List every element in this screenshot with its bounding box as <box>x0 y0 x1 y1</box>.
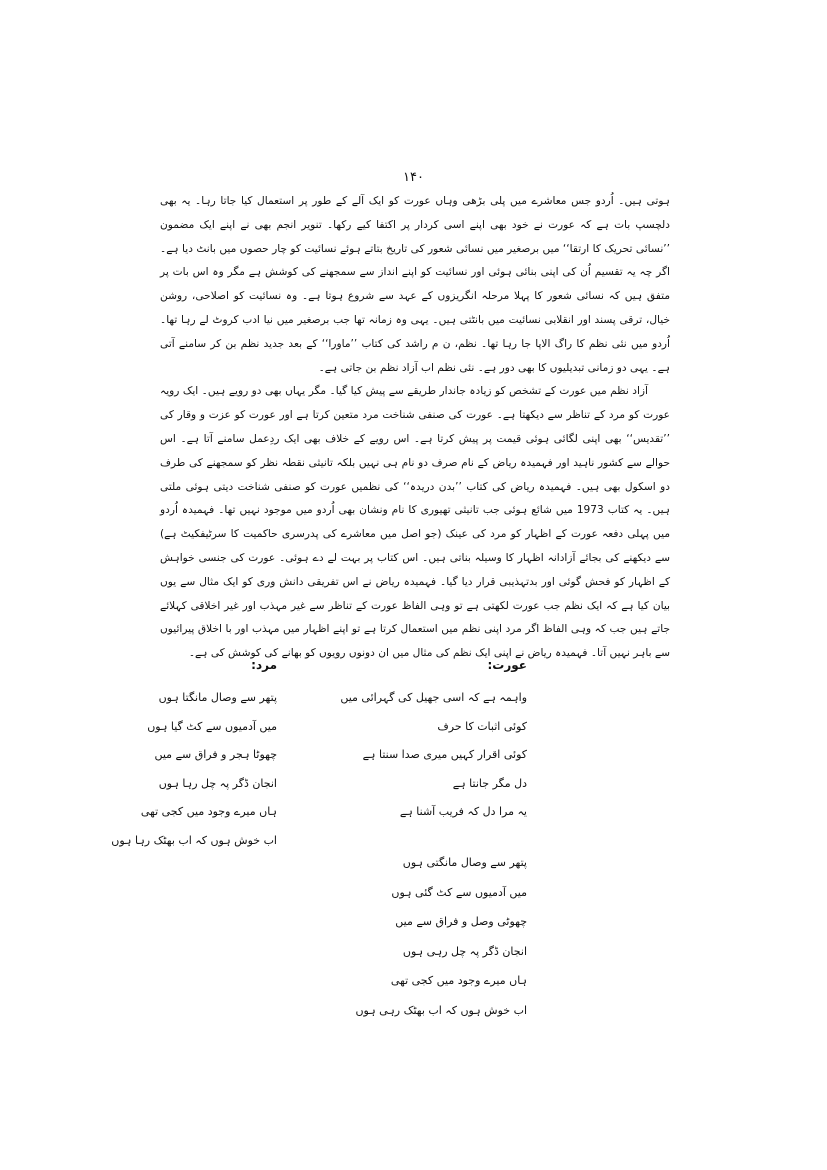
woman-column-label: عورت: <box>487 658 527 672</box>
verse-line: دل مگر جانتا ہے <box>452 776 527 790</box>
verse-line: پتھر سے وصال مانگتا ہوں <box>158 691 277 704</box>
verse-line: انجان ڈگر پہ چل رہا ہوں <box>158 776 277 790</box>
verse-line: چھوٹا ہجر و فراق سے میں <box>154 748 277 761</box>
verse-line: پتھر سے وصال مانگتی ہوں <box>402 856 527 869</box>
man-column-label: مرد: <box>251 658 277 672</box>
paragraph: ہوتی ہیں۔ اُردو جس معاشرے میں پلی بڑھی وہاں عورت کو ایک آلے کے طور پر استعمال کیا جاتا رہا۔ یہ بھی دلچسپ بات ہے کہ عورت نے خود بھی اپنے اسی کردار پر اکتفا کیے رکھا۔ تنویر انجم بھی نے اپنے ایک مضمون ’’نسائی تحریک کا ارتقا‘‘ میں برصغیر میں نسائی شعور کی تاریخ بتاتے ہوئے نسائیت کو چار حصوں میں بانٹ دیا ہے۔ اگر چہ یہ تقسیم اُن کی اپنی بنائی ہوئی اور نسائیت کو اپنے انداز سے سمجھنے کی کوشش ہے مگر وہ اس بات پر متفق ہیں کہ نسائی شعور کا پہلا مرحلہ انگریزوں کے عہد سے شروع ہوتا ہے۔ وہ نسائیت کو اصلاحی، روشن خیال، ترقی پسند اور انقلابی نسائیت میں بانٹتی ہیں۔ یہی وہ زمانہ تھا جب برصغیر میں نیا ادب کروٹ لے رہا تھا۔ اُردو میں نئی نظم کا راگ الاپا جا رہا تھا۔ نظم، ن م راشد کی کتاب ’’ماورا‘‘ کے بعد جدید نظم بن کر سامنے آتی ہے۔ یہی دو زمانی تبدیلیوں کا بھی دور ہے۔ نئی نظم اب آزاد نظم بن جاتی ہے۔ <box>160 195 670 374</box>
verse-line: ہاں میرے وجود میں کجی تھی <box>140 805 277 818</box>
verse-line: چھوٹی وصل و فراق سے میں <box>395 915 527 929</box>
verse-line: اب خوش ہوں کہ اب بھٹک رہا ہوں <box>111 833 277 847</box>
woman-verse <box>340 684 527 827</box>
man-verse <box>111 684 277 855</box>
verse-line: ہاں میرے وجود میں کجی تھی <box>390 974 527 988</box>
page-number: ۱۴۰ <box>403 170 424 185</box>
verse-line: میں آدمیوں سے کٹ گئی ہوں <box>391 885 527 899</box>
paragraph: آزاد نظم میں عورت کے تشخص کو زیادہ جاندار طریقے سے پیش کیا گیا۔ مگر یہاں بھی دو رویے ہیں۔ ایک رویہ عورت کو مرد کے تناظر سے دیکھتا ہے۔ عورت کی صنفی شناخت مرد متعین کرتا ہے اور عورت کو عزت و وقار کی ’’تقدیس‘‘ بھی اپنی لگائی ہوئی قیمت پر پیش کرتا ہے۔ اس رویے کے خلاف بھی ایک ردِعمل سامنے آتا ہے۔ اس حوالے سے کشور ناہید اور فہمیدہ ریاض کے نام صرف دو نام ہی نہیں بلکہ تانیثی نقطہ نظر کو سمجھنے کی طرف دو اسکول بھی ہیں۔ فہمیدہ ریاض کی کتاب ’’بدن دریدہ‘‘ کی نظمیں عورت کو صنفی شناخت دیتی ہوئی ملتی ہیں۔ یہ کتاب 1973 میں شائع ہوئی جب تانیثی تھیوری کا نام ونشان بھی اُردو میں موجود نہیں تھا۔ فہمیدہ اُردو میں پہلی دفعہ عورت کے اظہار کو مرد کی عینک (جو اصل میں معاشرے کی پدرسری حاکمیت کا سرٹیفکیٹ ہے) سے دیکھنے کی بجائے آزادانہ اظہار کا وسیلہ بناتی ہیں۔ اس کتاب پر بہت لے دے ہوئی۔ عورت کی جنسی خواہش کے اظہار کو فحش گوئی اور بدتہذیبی قرار دیا گیا۔ فہمیدہ ریاض نے اس تفریقی دانش وری کو ایک مثال سے یوں بیان کیا ہے کہ ایک نظم جب عورت لکھتی ہے تو وہی الفاظ عورت کے تناظر سے غیر مہذب اور غیر اخلاقی کہلائے جاتے ہیں جب کہ وہی الفاظ اگر مرد اپنی نظم میں استعمال کرتا ہے تو اپنے اظہار میں مہذب اور با اخلاق پیرائیوں سے باہر نہیں آتا۔ فہمیدہ ریاض نے اپنی ایک نظم کی مثال میں ان دونوں رویوں کو بھانے کی کوشش کی ہے۔ <box>160 385 670 660</box>
verse-line: میں آدمیوں سے کٹ گیا ہوں <box>147 719 277 733</box>
verse-line: یہ مرا دل کہ فریب آشنا ہے <box>399 805 527 818</box>
body-text <box>160 190 670 666</box>
verse-line: انجان ڈگر پہ چل رہی ہوں <box>402 944 527 958</box>
verse-line: واہمہ ہے کہ اسی جھیل کی گہرائی میں <box>340 691 527 704</box>
verse-line: اب خوش ہوں کہ اب بھٹک رہی ہوں <box>355 1003 527 1017</box>
woman-variant-verse <box>355 848 527 1026</box>
verse-line: کوئی اثبات کا حرف <box>437 719 527 733</box>
verse-line: کوئی اقرار کہیں میری صدا سنتا ہے <box>362 748 527 761</box>
